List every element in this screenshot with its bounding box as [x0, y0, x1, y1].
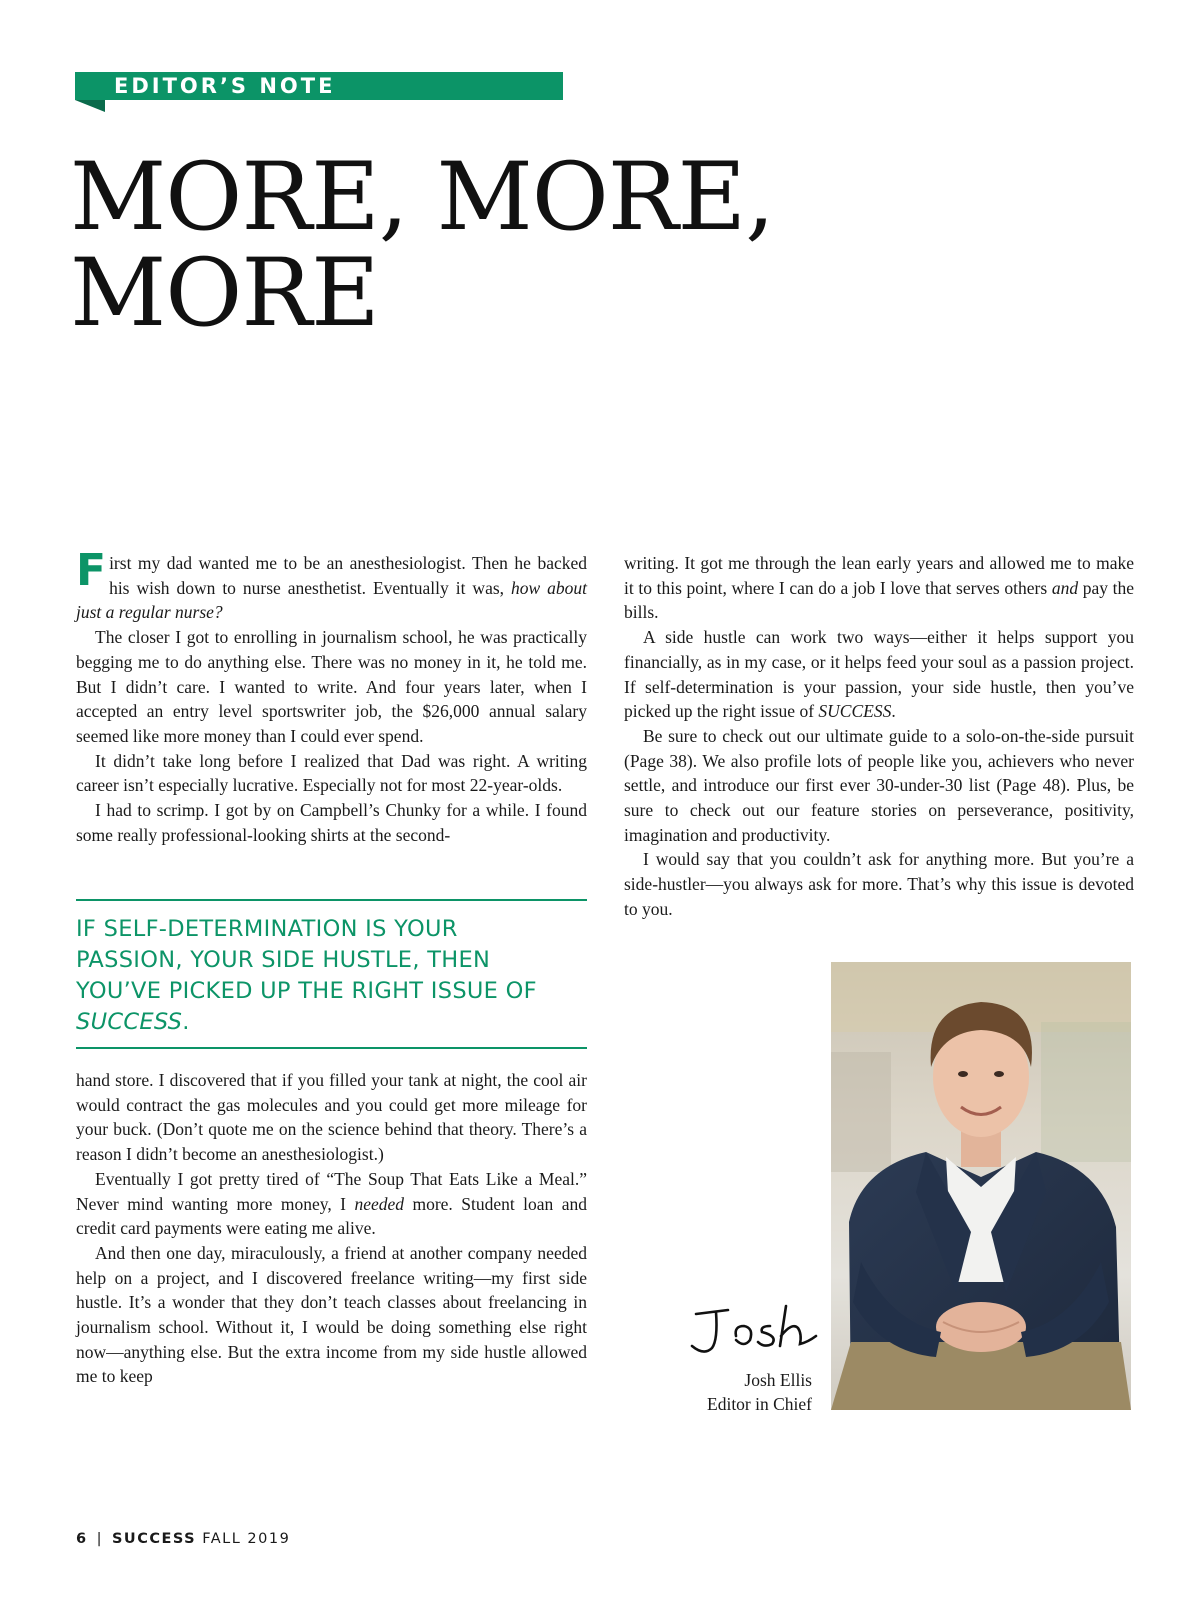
paragraph-6: And then one day, miraculously, a friend at another company needed help on a project, and I discovered freelance writing—my first side hustle. It’s a wonder that they don’t teach classes about freelancing in journalism school. Without it, I would be doing something else right now—anything else. But the extra income from my side hustle allowed me to keep — [76, 1242, 587, 1387]
paragraph-1-italic: how about just a regular nurse? — [76, 577, 587, 623]
footer-separator: | — [96, 1531, 103, 1547]
paragraph-r1-text-b: pay the bills. — [624, 577, 1134, 623]
paragraph-5 — [76, 1167, 587, 1241]
issue-date: FALL 2019 — [202, 1531, 291, 1547]
editor-signature — [688, 1300, 828, 1360]
paragraph-1-text: irst my dad wanted me to be an anesthesiologist. Then he backed his wish down to nurse anesthetist. Eventually it was, — [109, 553, 587, 598]
pullquote-rule-bottom — [76, 1047, 587, 1049]
paragraph-4-part-1: I had to scrimp. I got by on Campbell’s Chunky for a while. I found some really professional-looking shirts at the second- — [76, 800, 587, 845]
headline — [70, 143, 775, 348]
pullquote — [76, 914, 546, 1038]
drop-cap: F — [76, 545, 107, 596]
page-number: 6 — [76, 1531, 88, 1547]
paragraph-r1-text-a: writing. It got me through the lean early years and allowed me to make it to this point, where I can do a job I love that serves others — [624, 553, 1134, 598]
paragraph-2: The closer I got to enrolling in journalism school, he was practically begging me to do anything else. There was no money in it, he told me. But I didn’t care. I wanted to write. And four years later, when I accepted an entry level sportswriter job, the $26,000 annual salary seemed like more money than I could ever spend. — [76, 627, 587, 746]
pullquote-end: . — [182, 1009, 190, 1035]
paragraph-5-text-a: Eventually I got pretty tired of “The Soup That Eats Like a Meal.” Never mind wanting more money, I — [76, 1168, 587, 1214]
editor-portrait-photo — [831, 962, 1131, 1410]
paragraph-1 — [76, 545, 587, 625]
paragraph-3: It didn’t take long before I realized that Dad was right. A writing career isn’t especially lucrative. Especially not for most 22-year-olds. — [76, 750, 587, 796]
paragraph-r1-italic: and — [1051, 577, 1079, 598]
body-column-right — [624, 551, 1134, 922]
pullquote-rule-top — [76, 899, 587, 901]
paragraph-r4: I would say that you couldn’t ask for anything more. But you’re a side-hustler—you always ask for more. That’s why this issue is devoted to you. — [624, 849, 1134, 919]
editor-title: Editor in Chief — [707, 1394, 812, 1414]
paragraph-r2 — [624, 625, 1134, 724]
headline-line-1: MORE, MORE, — [70, 143, 775, 252]
section-label: EDITOR’S NOTE — [114, 74, 336, 98]
section-banner-fold — [75, 100, 105, 112]
page-footer — [76, 1531, 290, 1547]
magazine-name: SUCCESS — [111, 1531, 197, 1547]
paragraph-r2-text-b: . — [891, 701, 896, 722]
paragraph-r2-text-a: A side hustle can work two ways—either it helps support you financially, as in my case, or it helps feed your soul as a passion project. If self-determination is your passion, your side hustle, then you’ve picked up the right issue of — [624, 627, 1134, 722]
paragraph-5-text-b: more. Student loan and credit card payments were eating me alive. — [76, 1193, 588, 1239]
body-column-left-top — [76, 545, 587, 847]
body-column-left-bottom — [76, 1068, 587, 1389]
paragraph-r2-italic: SUCCESS — [818, 701, 892, 722]
paragraph-4-part-2: hand store. I discovered that if you filled your tank at night, the cool air would contract the gas molecules and you could get more mileage for your buck. (Don’t quote me on the science behind that theory. There’s a reason I didn’t become an anesthesiologist.) — [76, 1070, 587, 1165]
paragraph-5-italic: needed — [354, 1193, 405, 1214]
editor-name: Josh Ellis — [744, 1370, 812, 1390]
paragraph-r1 — [624, 551, 1134, 625]
paragraph-r3: Be sure to check out our ultimate guide to a solo-on-the-side pursuit (Page 38). We also profile lots of people like you, achievers who never settle, and introduce our first ever 30-under-30 list (Page 48). Plus, be sure to check out our feature stories on perseverance, positivity, imagination and productivity. — [624, 725, 1134, 845]
headline-line-2: MORE — [70, 239, 379, 348]
pullquote-text: IF SELF-DETERMINATION IS YOUR PASSION, YOUR SIDE HUSTLE, THEN YOU’VE PICKED UP THE RIGHT ISSUE OF — [76, 916, 537, 1004]
pullquote-italic: SUCCESS — [76, 1009, 183, 1035]
